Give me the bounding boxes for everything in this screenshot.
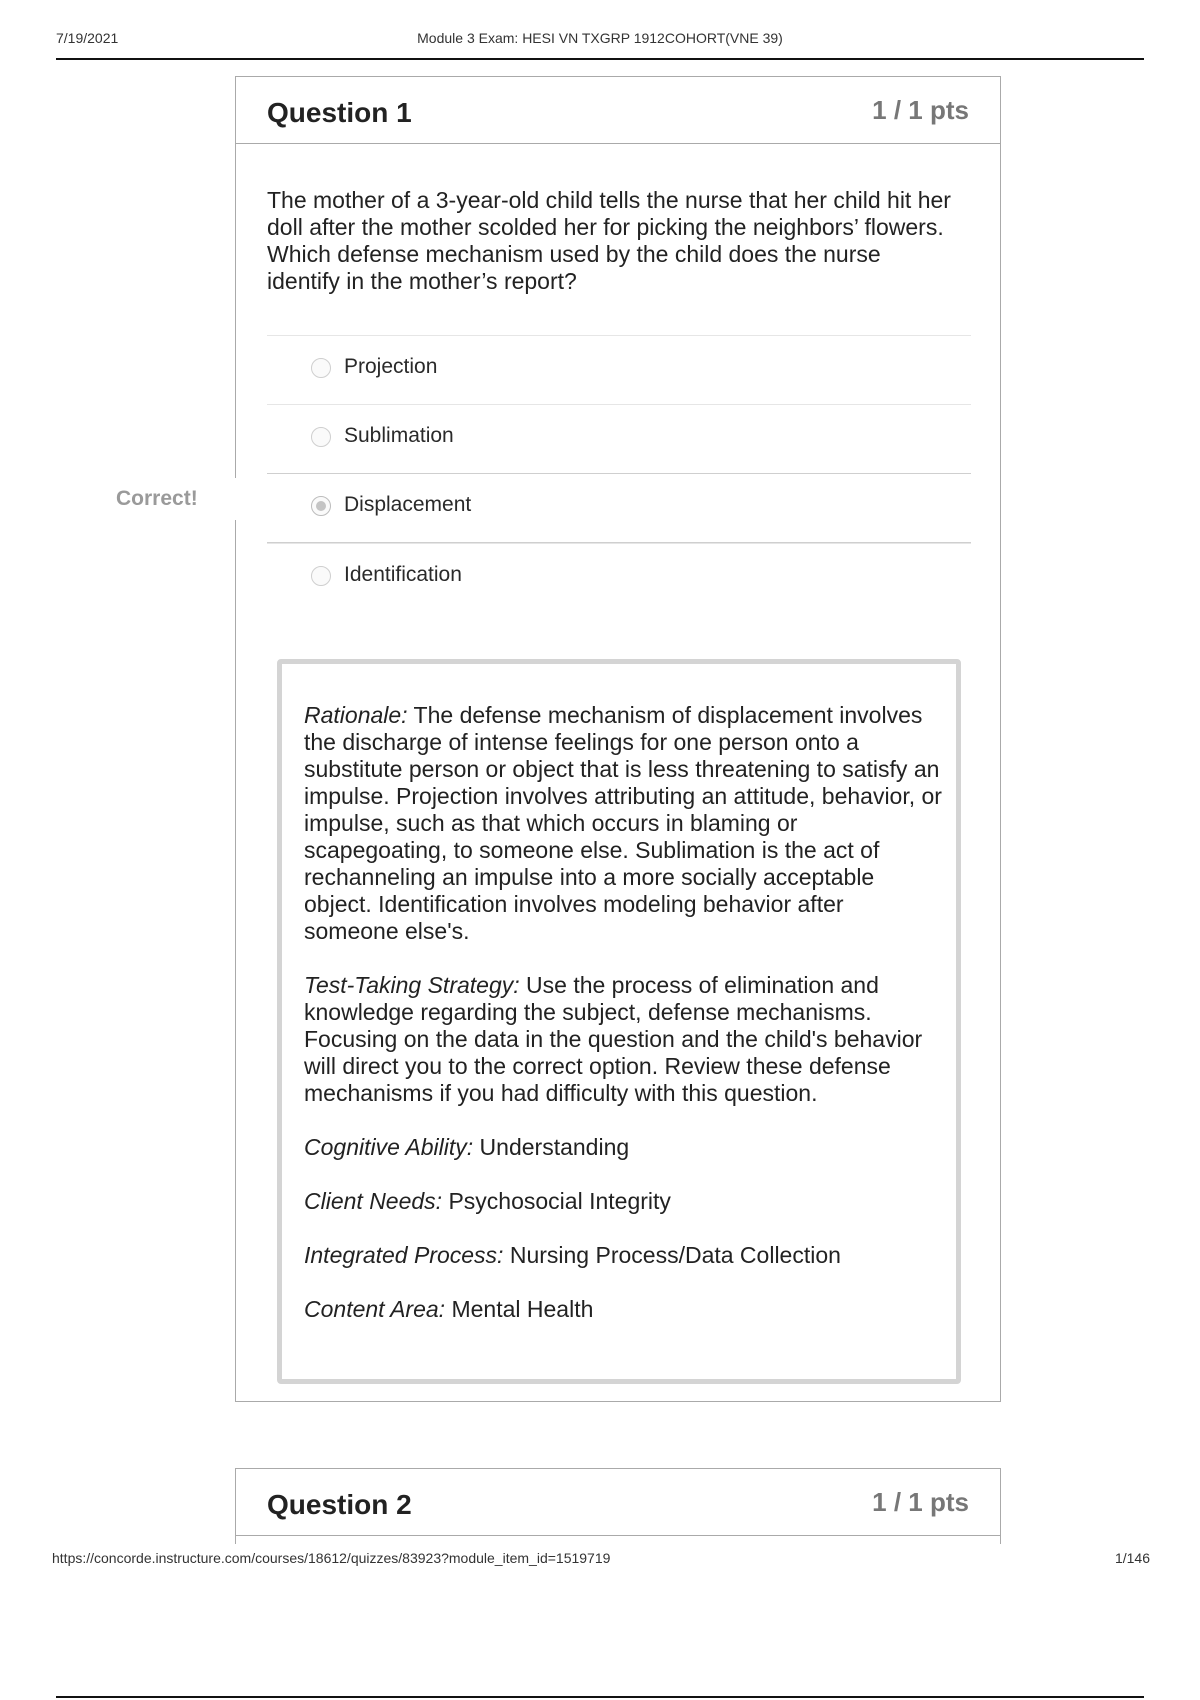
strategy-label: Test-Taking Strategy: (304, 972, 520, 998)
rationale-text: The defense mechanism of displacement involves the discharge of intense feelings for one person onto a substitute person or object that is less threatening to satisfy an impulse. Projection involves attributing an attitude, behavior, or impulse, such as that which occurs in blaming or scapegoating, to someone else. Sublimation is the act of rechanneling an impulse into a more socially acceptable object. Identification involves modeling behavior after someone else's. (304, 702, 942, 944)
strategy-text: Use the process of elimination and knowledge regarding the subject, defense mechanisms. Focusing on the data in the question and the child's behavior will direct you to the correct option. Review these defense mechanisms if you had difficulty with this question. (304, 972, 923, 1106)
radio-button[interactable] (311, 358, 331, 378)
strategy-paragraph (304, 972, 944, 1107)
question-text: The mother of a 3-year-old child tells the nurse that her child hit her doll after the mother scolded her for picking the neighbors’ flowers. Which defense mechanism used by the child does the nurse identify in the mother’s report? (267, 187, 951, 294)
client-needs-label: Client Needs: (304, 1188, 443, 1214)
rationale-content (304, 702, 944, 1323)
page-number: 1/146 (1114, 1550, 1150, 1566)
answer-option[interactable] (267, 335, 971, 404)
content-label: Content Area: (304, 1296, 446, 1322)
print-header (56, 30, 1144, 60)
radio-button[interactable] (311, 427, 331, 447)
question-title: Question 2 (267, 1489, 412, 1520)
rationale-paragraph (304, 702, 944, 945)
question-points: 1 / 1 pts (872, 1487, 969, 1517)
integrated-process (304, 1242, 944, 1269)
print-footer (52, 1550, 1150, 1572)
radio-button[interactable] (311, 566, 331, 586)
cognitive-value: Understanding (473, 1134, 630, 1160)
question-title: Question 1 (267, 97, 412, 128)
client-needs (304, 1188, 944, 1215)
question-points: 1 / 1 pts (872, 95, 969, 125)
answer-option[interactable] (267, 404, 971, 473)
cognitive-ability (304, 1134, 944, 1161)
cognitive-label: Cognitive Ability: (304, 1134, 474, 1160)
answer-option-selected[interactable] (267, 473, 971, 543)
answer-label: Sublimation (344, 424, 454, 447)
correct-flag-gap (233, 478, 237, 520)
rationale-label: Rationale: (304, 702, 408, 728)
client-needs-value: Psychosocial Integrity (442, 1188, 671, 1214)
answer-label: Projection (344, 355, 438, 378)
radio-button-checked[interactable] (311, 496, 331, 516)
answer-list (267, 335, 971, 612)
answer-label: Displacement (344, 493, 472, 516)
answer-option[interactable] (267, 543, 971, 612)
content-value: Mental Health (445, 1296, 594, 1322)
question-header (236, 1469, 1000, 1536)
answer-label: Identification (344, 563, 462, 586)
print-date: 7/19/2021 (56, 30, 119, 46)
question-card-2 (235, 1468, 1001, 1544)
document-title: Module 3 Exam: HESI VN TXGRP 1912COHORT(VNE 39) (417, 30, 783, 46)
content-area (304, 1296, 944, 1323)
bottom-rule (56, 1696, 1144, 1698)
question-card-1 (235, 76, 1001, 1402)
correct-indicator: Correct! (116, 487, 198, 510)
process-label: Integrated Process: (304, 1242, 504, 1268)
page-url: https://concorde.instructure.com/courses/18612/quizzes/83923?module_item_id=1519719 (52, 1550, 611, 1566)
question-header (236, 77, 1000, 144)
rationale-box (277, 659, 961, 1384)
process-value: Nursing Process/Data Collection (503, 1242, 841, 1268)
